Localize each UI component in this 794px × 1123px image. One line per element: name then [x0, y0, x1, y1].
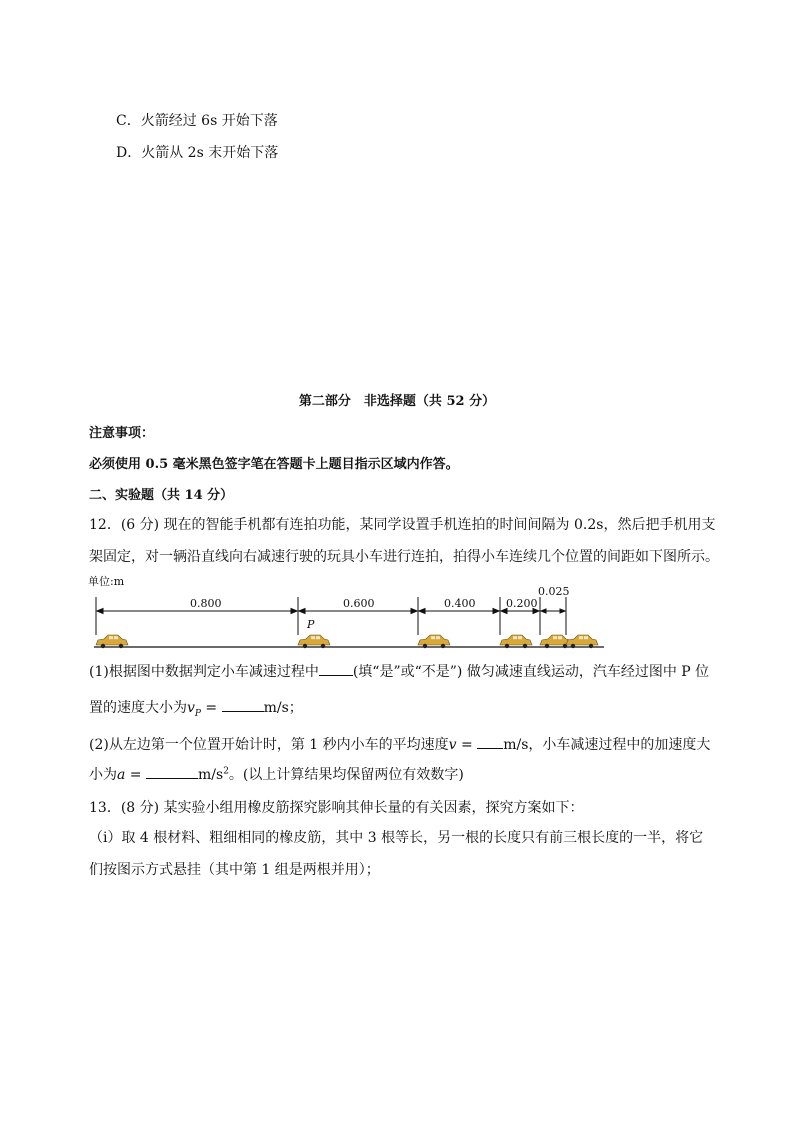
q12-sub1-text-a: (1)根据图中数据判定小车减速过程中: [89, 664, 319, 680]
q12-sub2-text-a: (2)从左边第一个位置开始计时，第 1 秒内小车的平均速度: [89, 737, 449, 753]
answer-blank-1[interactable]: [319, 661, 353, 676]
q12-sub1-text-c: 置的速度大小为: [89, 700, 187, 716]
answer-blank-2[interactable]: [222, 697, 264, 712]
arrow-head: [560, 609, 565, 613]
q13-line3: 们按图示方式悬挂（其中第 1 组是两根并用）；: [89, 862, 380, 878]
q13-line1: 13．(8 分) 某实验小组用橡皮筋探究影响其伸长量的有关因素，探究方案如下：: [89, 800, 584, 816]
distance-label: 0.025: [538, 585, 570, 598]
unit-exponent: 2: [223, 766, 229, 777]
distance-label: 0.600: [343, 597, 375, 610]
equals-sign: =: [200, 700, 222, 716]
equals-sign: =: [125, 767, 146, 783]
q12-sub2-text-c: 小为: [89, 767, 117, 783]
q12-sub1-text-b: (填“是”或“不是”) 做匀减速直线运动，汽车经过图中 P 位: [352, 664, 710, 680]
arrow-head: [411, 609, 417, 614]
arrow-head: [419, 609, 425, 614]
q12-sub2-line2: [89, 764, 464, 784]
option-d: D．火箭从 2s 末开始下落: [116, 145, 279, 161]
q12-sub2-tail: 。(以上计算结果均保留两位有效数字): [228, 767, 464, 783]
unit-mps2: m/s: [198, 767, 224, 783]
distance-label: 0.800: [190, 597, 222, 610]
notice-heading: 注意事项：: [89, 426, 155, 441]
symbol-v: v: [187, 700, 195, 716]
symbol-p-sub: P: [194, 708, 201, 719]
q12-sub2-text-b: m/s，小车减速过程中的加速度大: [503, 737, 711, 753]
notice-body: 必须使用 0.5 毫米黑色签字笔在答题卡上题目指示区域内作答。: [89, 457, 459, 472]
arrow-head: [541, 609, 546, 613]
arrow-head: [493, 609, 499, 614]
q12-line1: 12．(6 分) 现在的智能手机都有连拍功能，某同学设置手机连拍的时间间隔为 0.2s，然后把手机用支: [89, 517, 716, 533]
distance-label: 0.400: [444, 597, 476, 610]
answer-blank-3[interactable]: [477, 734, 503, 749]
option-c: C．火箭经过 6s 开始下落: [116, 113, 278, 129]
q12-sub1-line2: [89, 697, 303, 719]
unit-label: 单位:m: [88, 575, 125, 588]
arrow-head: [299, 609, 305, 614]
arrow-head: [291, 609, 297, 614]
answer-blank-4[interactable]: [146, 764, 198, 779]
symbol-v: v: [448, 737, 457, 753]
symbol-a: a: [117, 767, 126, 783]
distance-label: 0.200: [506, 597, 538, 610]
car: [418, 635, 450, 648]
car: [96, 635, 128, 648]
unit-mps: m/s；: [263, 700, 303, 716]
car: [566, 635, 598, 648]
point-p-label: P: [307, 618, 315, 631]
q13-line2: （ⅰ）取 4 根材料、粗细相同的橡皮筋，其中 3 根等长，另一根的长度只有前三根长度的一半，将它: [89, 830, 704, 846]
part-title: 第二部分 非选择题（共 52 分）: [298, 394, 496, 409]
equals-sign: =: [456, 737, 478, 753]
section-heading: 二、实验题（共 14 分）: [89, 488, 234, 503]
q12-sub1-line1: [89, 661, 709, 681]
car-position-diagram: [88, 575, 608, 655]
car: [500, 635, 532, 648]
q12-line2: 架固定，对一辆沿直线向右减速行驶的玩具小车进行连拍，拍得小车连续几个位置的间距如下图所示。: [89, 549, 719, 565]
car: [298, 635, 330, 648]
arrow-head: [97, 609, 103, 614]
q12-sub2-line1: [89, 734, 710, 754]
